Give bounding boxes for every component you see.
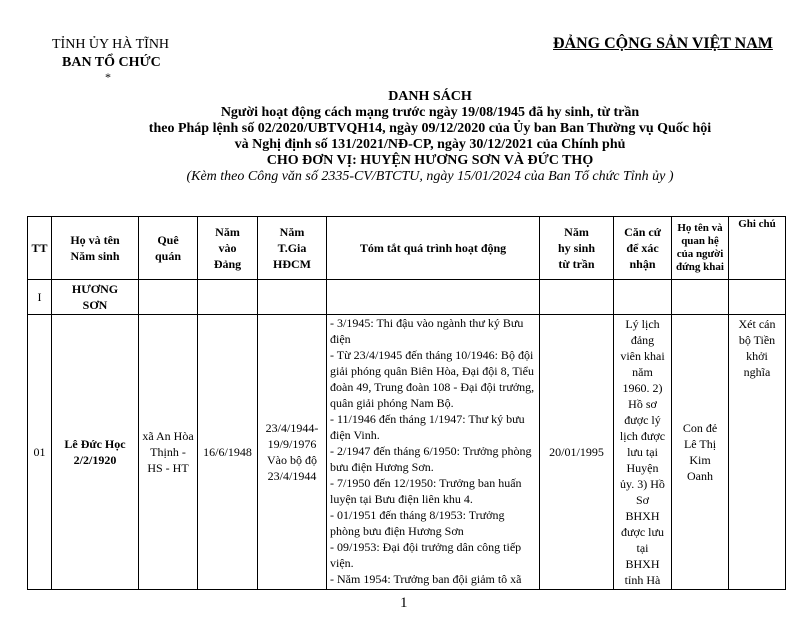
summary-line: - Năm 1954: Trưởng ban đội giảm tô xã xyxy=(330,572,522,586)
doc-unit: CHO ĐƠN VỊ: HUYỆN HƯƠNG SƠN VÀ ĐỨC THỌ xyxy=(266,153,594,168)
empty-cell xyxy=(540,280,614,315)
summary-line: - 7/1950 đến 12/1950: Trưởng ban huấn luyện tại Bưu điện liên khu 4. xyxy=(330,476,522,506)
col-tt: TT xyxy=(28,217,52,280)
summary-line: - 11/1946 đến tháng 1/1947: Thư ký bưu điện Vinh. xyxy=(330,412,525,442)
party-name: ĐẢNG CỘNG SẢN VIỆT NAM xyxy=(553,35,773,52)
empty-cell xyxy=(614,280,672,315)
doc-subtitle-1: Người hoạt động cách mạng trước ngày 19/08/1945 đã hy sinh, từ trần xyxy=(220,105,640,120)
row-representative: Con đẻ Lê Thị Kim Oanh xyxy=(672,315,729,590)
row-summary xyxy=(327,315,540,590)
row-basis: Lý lịch đảng viên khai năm 1960. 2) Hồ sơ được lý lịch được lưu tại Huyện ủy. 3) Hồ Sơ BHXH được lưu tại BHXH tỉnh Hà xyxy=(614,315,672,590)
row-tt: 01 xyxy=(28,315,52,590)
summary-line: - 3/1945: Thi đậu vào ngành thư ký Bưu điện xyxy=(330,316,524,346)
row-party-year: 16/6/1948 xyxy=(198,315,258,590)
empty-cell xyxy=(258,280,327,315)
col-note: Ghi chú xyxy=(729,217,786,280)
empty-cell xyxy=(729,280,786,315)
row-name: Lê Đức Học 2/2/1920 xyxy=(52,315,139,590)
group-row xyxy=(28,280,786,315)
empty-cell xyxy=(198,280,258,315)
summary-line: - 01/1951 đến tháng 8/1953: Trưởng phòng bưu điện Hương Sơn xyxy=(330,508,505,538)
doc-subtitle-3: và Nghị định số 131/2021/NĐ-CP, ngày 30/12/2021 của Chính phủ xyxy=(234,137,626,152)
row-hdcm-year: 23/4/1944- 19/9/1976 Vào bộ độ 23/4/1944 xyxy=(258,315,327,590)
row-death-year: 20/01/1995 xyxy=(540,315,614,590)
col-death-year: Năm hy sinh từ trần xyxy=(540,217,614,280)
row-hometown: xã An Hòa Thịnh - HS - HT xyxy=(139,315,198,590)
col-summary: Tóm tắt quá trình hoạt động xyxy=(327,217,540,280)
table-row xyxy=(28,315,786,590)
records-table xyxy=(27,216,786,590)
col-basis: Căn cứ để xác nhận xyxy=(614,217,672,280)
org-line-1: TỈNH ỦY HÀ TĨNH xyxy=(52,37,170,52)
group-tt: I xyxy=(28,280,52,315)
col-hdcm-year: Năm T.Gia HĐCM xyxy=(258,217,327,280)
page-number: 1 xyxy=(400,595,408,611)
summary-line: - 09/1953: Đại đội trưởng dân công tiếp viện. xyxy=(330,540,522,570)
row-note: Xét cán bộ Tiền khởi nghĩa xyxy=(729,315,786,590)
table-header-row xyxy=(28,217,786,280)
col-name: Họ và tên Năm sinh xyxy=(52,217,139,280)
empty-cell xyxy=(672,280,729,315)
doc-title: DANH SÁCH xyxy=(388,89,472,104)
doc-subtitle-2: theo Pháp lệnh số 02/2020/UBTVQH14, ngày 09/12/2020 của Ủy ban Ban Thường vụ Quốc hội xyxy=(148,121,712,136)
org-mark: * xyxy=(105,70,111,84)
col-hometown: Quê quán xyxy=(139,217,198,280)
col-representative: Họ tên và quan hệ của người đứng khai xyxy=(672,217,729,280)
empty-cell xyxy=(139,280,198,315)
org-line-2: BAN TỔ CHỨC xyxy=(62,55,161,70)
doc-reference: (Kèm theo Công văn số 2335-CV/BTCTU, ngày 15/01/2024 của Ban Tổ chức Tỉnh ủy ) xyxy=(186,169,674,184)
summary-line: - Từ 23/4/1945 đến tháng 10/1946: Bộ đội giải phóng quân Biên Hòa, Đại đội 8, Tiểu đoàn 49, Trung đoàn 108 - Đại đội trưởng, quân giải phóng Nam Bộ. xyxy=(330,348,535,410)
col-party-year: Năm vào Đảng xyxy=(198,217,258,280)
summary-line: - 2/1947 đến tháng 6/1950: Trưởng phòng bưu điện Hương Sơn. xyxy=(330,444,532,474)
group-name: HƯƠNG SƠN xyxy=(52,280,139,315)
empty-cell xyxy=(327,280,540,315)
